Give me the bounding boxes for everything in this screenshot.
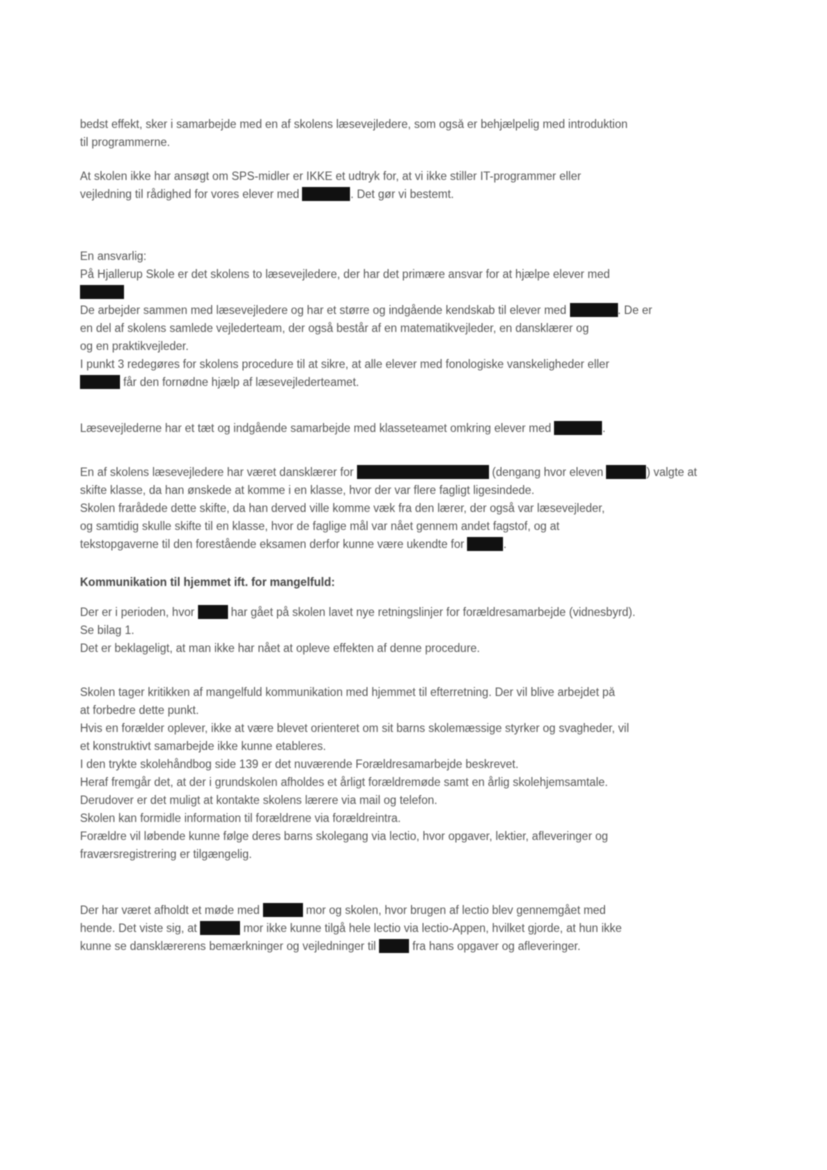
paragraph-class-team: [80, 420, 760, 438]
text-line: [80, 374, 760, 392]
text-fragment: . De er: [617, 305, 653, 317]
text-fragment: En af skolens læsevejledere har været dansklærer for: [80, 467, 354, 479]
text-line: [80, 902, 760, 920]
text-fragment: Der er i perioden, hvor: [80, 607, 195, 619]
text-line: Hvis en forælder oplever, ikke at være blevet orienteret om sit barns skolemæssige styrker og svagheder, vil: [80, 723, 630, 735]
redaction-bar: [302, 187, 350, 201]
text-line: og en praktikvejleder.: [80, 341, 189, 353]
redaction-bar: [80, 375, 120, 389]
text-fragment: kunne se dansklærerens bemærkninger og vejledninger til: [80, 941, 376, 953]
redaction-bar: [263, 903, 303, 917]
text-fragment: får den fornødne hjælp af læsevejlederteamet.: [123, 377, 360, 389]
text-line: [80, 420, 760, 438]
section-heading: Kommunikation til hjemmet ift. for mangelfuld:: [80, 577, 335, 589]
text-line: skifte klasse, da han ønskede at komme i en klasse, hvor der var flere fagligt ligesindede.: [80, 485, 535, 497]
section-lectio-meeting: [80, 902, 760, 956]
text-line: [80, 284, 760, 302]
redaction-bar: [554, 421, 602, 435]
text-fragment: hende. Det viste sig, at: [80, 923, 197, 935]
text-line: at forbedre dette punkt.: [80, 705, 199, 717]
text-line: til programmerne.: [80, 137, 171, 149]
text-fragment: har gået på skolen lavet nye retningslinjer for forældresamarbejde (vidnesbyrd).: [230, 607, 636, 619]
text-fragment: tekstopgaverne til den forestående eksamen derfor kunne være ukendte for: [80, 539, 465, 551]
text-line: En af skolens læsevejledere har været dansklærer for (dengang hvor eleven ) valgte at: [80, 467, 697, 479]
text-line: Forældre vil løbende kunne følge deres barns skolegang via lectio, hvor opgaver, lektier, afleveringer og: [80, 831, 609, 843]
text-line: Skolen tager kritikken af mangelfuld kommunikation med hjemmet til efterretning. Der vil blive arbejdet på: [80, 687, 616, 699]
redaction-bar: [80, 285, 124, 299]
text-fragment: .: [602, 423, 606, 435]
text-line: Heraf fremgår det, at der i grundskolen afholdes et årligt forældremøde samt en årlig skolehjemsamtale.: [80, 777, 608, 789]
redaction-bar: [379, 939, 409, 953]
text-fragment: vejledning til rådighed for vores elever med: [80, 189, 300, 201]
text-line: At skolen ikke har ansøgt om SPS-midler er IKKE et udtryk for, at vi ikke stiller IT-programmer eller: [80, 171, 582, 183]
redaction-bar: [198, 605, 228, 619]
text-line: I den trykte skolehåndbog side 139 er det nuværende Forældresamarbejde beskrevet.: [80, 759, 519, 771]
text-fragment: mor ikke kunne tilgå hele lectio via lectio-Appen, hvilket gjorde, at hun ikke: [243, 923, 622, 935]
text-line: Se bilag 1.: [80, 625, 135, 637]
redaction-bar: [606, 465, 646, 479]
text-fragment: valgte at: [653, 467, 697, 479]
text-line: I punkt 3 redegøres for skolens procedure til at sikre, at alle elever med fonologiske vanskeligheder eller: [80, 359, 610, 371]
text-fragment: .: [503, 539, 507, 551]
text-fragment: Der har været afholdt et møde med: [80, 905, 260, 917]
redaction-bar: [200, 921, 240, 935]
text-fragment: mor og skolen, hvor brugen af lectio blev gennemgået med: [306, 905, 606, 917]
text-line: [80, 186, 760, 204]
text-line: Skolen kan formidle information til forældrene via forældreintra.: [80, 813, 401, 825]
redaction-bar: [467, 537, 503, 551]
section-parent-cooperation: [80, 684, 760, 864]
paragraph-class-change: [80, 464, 760, 554]
text-line: en del af skolens samlede vejlederteam, der også består af en matematikvejleder, en dansklærer og: [80, 323, 589, 335]
redaction-bar: [570, 303, 618, 317]
text-line: På Hjallerup Skole er det skolens to læsevejledere, der har det primære ansvar for at hjælpe elever med: [80, 269, 610, 281]
text-line: og samtidig skulle skifte til en klasse, hvor de faglige mål var nået gennem andet fagstof, og at: [80, 521, 560, 533]
text-fragment: fra hans opgaver og afleveringer.: [412, 941, 581, 953]
text-line: [80, 604, 760, 622]
text-line: Skolen frarådede dette skifte, da han derved ville komme væk fra den lærer, der også var læsevejleder,: [80, 503, 605, 515]
paragraph-sps-funding: [80, 168, 760, 204]
text-line: [80, 536, 760, 554]
text-line: [80, 938, 760, 956]
text-line: fraværsregistrering er tilgængelig.: [80, 849, 252, 861]
text-fragment: . Det gør vi bestemt.: [350, 189, 454, 201]
section-heading: En ansvarlig:: [80, 251, 147, 263]
redaction-bar: [357, 465, 489, 479]
text-line: [80, 920, 760, 938]
paragraph-introduction-programs: [80, 116, 760, 152]
text-line: [80, 302, 760, 320]
text-line: bedst effekt, sker i samarbejde med en af skolens læsevejledere, som også er behjælpelig med introduktion: [80, 119, 628, 131]
text-line: Det er beklageligt, at man ikke har nået at opleve effekten af denne procedure.: [80, 643, 480, 655]
text-line: et konstruktivt samarbejde ikke kunne etableres.: [80, 741, 327, 753]
text-fragment: (dengang hvor eleven: [491, 467, 604, 479]
text-fragment: De arbejder sammen med læsevejledere og har et større og indgående kendskab til elever med: [80, 305, 567, 317]
section-responsible: [80, 248, 760, 392]
text-line: Derudover er det muligt at kontakte skolens lærere via mail og telefon.: [80, 795, 438, 807]
section-communication: [80, 574, 760, 658]
text-fragment: Læsevejlederne har et tæt og indgående samarbejde med klasseteamet omkring elever med: [80, 423, 552, 435]
